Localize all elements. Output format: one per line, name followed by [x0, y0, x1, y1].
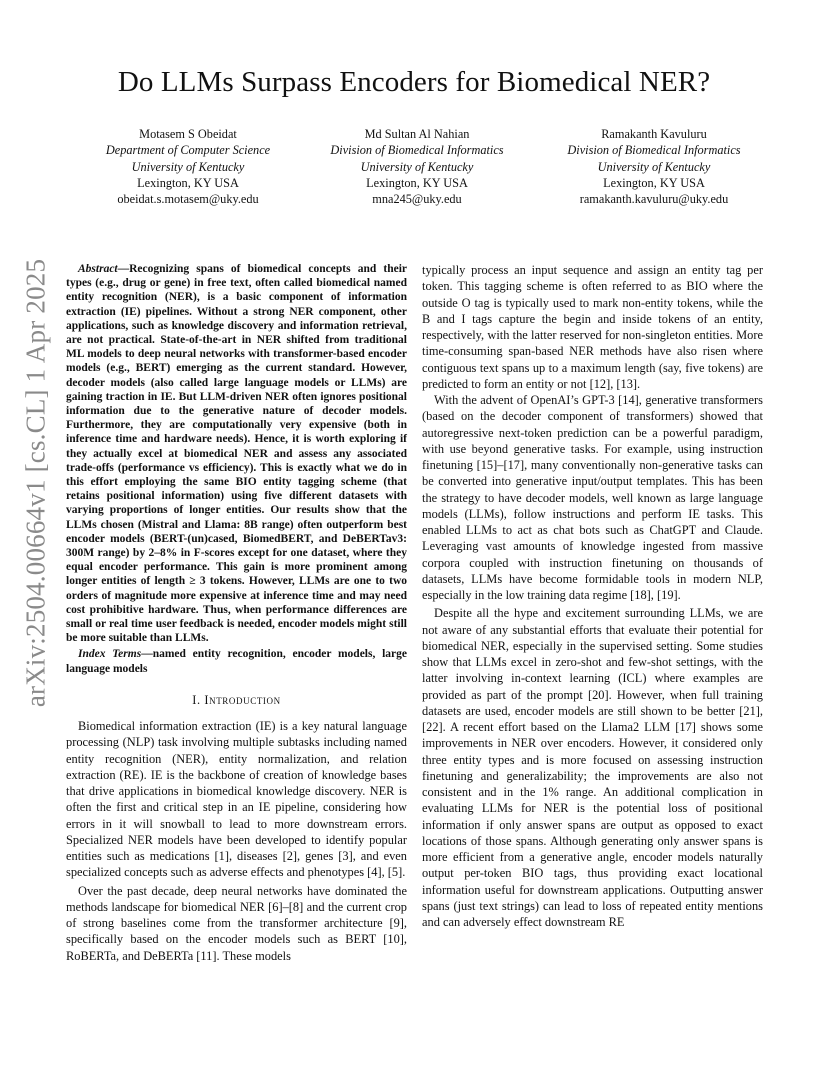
author-1	[74, 126, 302, 207]
arxiv-identifier	[6, 0, 66, 1072]
left-column	[66, 262, 407, 964]
abstract	[66, 262, 407, 645]
author-university: University of Kentucky	[597, 159, 711, 174]
section-heading: I. Introduction	[192, 692, 281, 707]
author-name: Ramakanth Kavuluru	[601, 127, 707, 141]
abstract-text: —Recognizing spans of biomedical concepts and their types (e.g., drug or gene) in free text, often called biomedical named entity recognition (NER), is a basic component of information extraction (IE) pipelines. Without a strong NER component, other applications, such as knowledge discovery and information retrieval, are not practical. State-of-the-art in NER shifted from traditional ML models to deep neural networks with transformer-based encoder models (e.g., BERT) emerging as the current standard. However, decoder models (also called large language models or LLMs) are gaining traction in IE. But LLM-driven NER often ignores positional information due to the generative nature of decoder models. Furthermore, they are computationally very expensive (both in inference time and hardware needs). Hence, it is worth exploring if they actually excel at biomedical NER and assess any associated trade-offs (performance vs efficiency). This is exactly what we do in this effort employing the same BIO entity tagging scheme (that retains positional information) using five different datasets with varying proportions of longer entities. Our results show that the LLMs chosen (Mistral and Llama: 8B range) often outperform best encoder models (BERT-(un)cased, BiomedBERT, and DeBERTav3: 300M range) by 2–8% in F-scores except for one dataset, where they equal encoder performance. This gain is more prominent among longer entities of length ≥ 3 tokens. However, LLMs are one to two orders of magnitude more expensive at inference time and may need cost prohibitive hardware. Thus, when performance differences are small or real time user feedback is needed, encoder models might still be more suitable than LLMs.	[66, 263, 407, 645]
author-name: Md Sultan Al Nahian	[364, 127, 470, 141]
right-column	[422, 262, 763, 930]
author-location: Lexington, KY USA	[137, 175, 239, 190]
author-location: Lexington, KY USA	[366, 175, 468, 190]
author-department: Division of Biomedical Informatics	[330, 143, 504, 158]
author-university: University of Kentucky	[360, 159, 474, 174]
author-email: ramakanth.kavuluru@uky.edu	[579, 192, 729, 207]
index-terms-label: Index Terms	[78, 648, 142, 661]
index-terms-text: —named entity recognition, encoder models, large language models	[66, 648, 407, 675]
paragraph: Biomedical information extraction (IE) is a key natural language processing (NLP) task involving multiple subtasks including named entity recognition (NER), entity normalization, and relation extraction (RE). IE is the backbone of creation of knowledge bases that drive applications in biomedical knowledge discovery. NER is often the first and critical step in an IE pipeline, considering how errors in it will snowball to lead to more downstream errors. Specialized NER models have been developed to identify popular entities such as medications [1], diseases [2], genes [3], and even specialized concepts such as adverse effects and phenotypes [4], [5].	[66, 719, 407, 880]
author-department: Division of Biomedical Informatics	[567, 143, 741, 158]
author-department: Department of Computer Science	[105, 143, 271, 158]
paragraph: Over the past decade, deep neural networks have dominated the methods landscape for biomedical NER [6]–[8] and the current crop of strong baselines come from the transformer architecture [9], specifically based on the encoder models such as BERT [10], RoBERTa, and DeBERTa [11]. These models	[66, 883, 407, 963]
author-name: Motasem S Obeidat	[139, 127, 237, 141]
paper-title: Do LLMs Surpass Encoders for Biomedical NER?	[117, 66, 711, 98]
author-email: mna245@uky.edu	[372, 192, 462, 207]
index-terms	[66, 647, 407, 675]
arxiv-id-text: arXiv:2504.00664v1 [cs.CL] 1 Apr 2025	[20, 258, 51, 708]
author-3	[534, 126, 774, 207]
paragraph: typically process an input sequence and assign an entity tag per token. This tagging scheme is often referred to as BIO where the outside O tag is typically used to mark non-entity tokens, while the B and I tags capture the begin and inside tokens of an entity, respectively, with the latter reserved for non-singleton entities. More time-consuming span-based NER methods have also risen where contiguous text spans up to a maximum length (say, five tokens) are predicted to form an entity or not [12], [13].	[422, 263, 763, 391]
author-2	[302, 126, 532, 207]
author-university: University of Kentucky	[131, 159, 245, 174]
paragraph: With the advent of OpenAI’s GPT-3 [14], generative transformers (based on the decoder component of transformers) showed that autoregressive next-token prediction can be a powerful paradigm, with use beyond generative tasks. For example, using instruction finetuning [15]–[17], many conventionally non-generative tasks can be converted into generative input/output templates. This has been the strategy to have decoder models, well known as large language models (LLMs), follow instructions and perform IE tasks. This enabled LLMs to act as chat bots such as ChatGPT and Claude. Leveraging vast amounts of knowledge ingested from massive corpora coupled with instruction finetuning on thousands of datasets, LLMs have become formidable tools in modern NLP, especially in the low training data regime [18], [19].	[422, 393, 763, 602]
abstract-label: Abstract	[78, 263, 118, 275]
author-block	[74, 126, 774, 216]
author-location: Lexington, KY USA	[603, 175, 705, 190]
paragraph: Despite all the hype and excitement surrounding LLMs, we are not aware of any substantial efforts that evaluate their potential for biomedical NER, especially in the supervised setting. Some studies show that LLMs excel in zero-shot and few-shot settings, with the latter involving in-context learning (ICL) where examples are provided as part of the prompt [20]. However, when full training datasets are used, encoder models are still shown to be better [21], [22]. A recent effort based on the Llama2 LLM [17] shows some improvements in NER over encoders. However, it considered only three entity types and is more focused on assessing instruction finetuning and generalizability; the improvements are also not consistent and in the 1% range. An additional complication in evaluating LLMs for NER is the potential loss of positional information if only answer spans are output as opposed to exact locations of those spans. Although generating only answer spans is more efficient from a generative angle, encoder models naturally output per-token BIO tags, thus providing exact locational information useful for downstream applications. Outputting answer spans (just text strings) can lead to loss of repeated entity mentions and can adversely effect downstream RE	[422, 606, 763, 929]
author-email: obeidat.s.motasem@uky.edu	[117, 192, 259, 207]
